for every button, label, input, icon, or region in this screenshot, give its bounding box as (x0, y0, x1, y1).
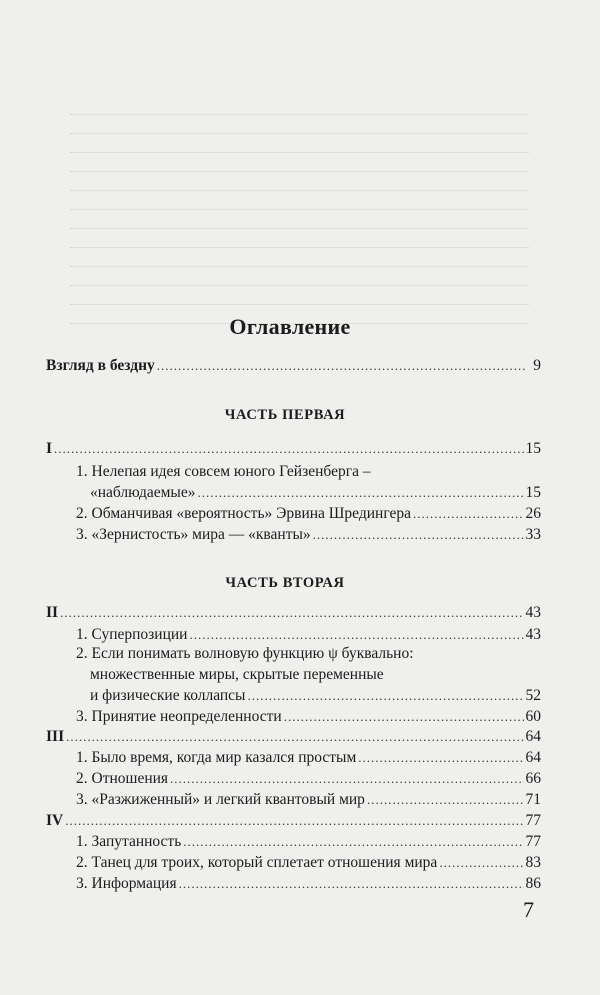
bleed-through-text (70, 60, 530, 326)
toc-chapter-label: I (46, 440, 53, 457)
leader-dots (157, 355, 527, 377)
toc-section-entry (76, 852, 541, 874)
toc-entry-page: 9 (533, 357, 541, 374)
leader-dots (60, 602, 523, 624)
leader-dots (65, 810, 523, 832)
toc-section-label: 1. Было время, когда мир казался простым (76, 749, 357, 766)
toc-chapter-label: III (46, 728, 65, 745)
toc-section-label: и физические коллапсы (90, 687, 246, 704)
page-number: 7 (523, 897, 534, 922)
part-heading: ЧАСТЬ ПЕРВАЯ (224, 407, 346, 423)
leader-dots (179, 873, 524, 895)
toc-entry-page: 15 (525, 484, 541, 501)
leader-dots (367, 789, 524, 811)
toc-entry-page: 77 (525, 812, 541, 829)
toc-section-entry (76, 706, 541, 728)
toc-section-label: 2. Танец для троих, который сплетает отношения мира (76, 854, 438, 871)
toc-section-entry (76, 747, 541, 769)
toc-entry-page: 83 (525, 854, 541, 871)
toc-section-entry (76, 524, 541, 546)
toc-entry-page: 66 (525, 770, 541, 787)
toc-entry-label: Взгляд в бездну (46, 357, 155, 374)
toc-section-entry (76, 873, 541, 895)
page-title: Оглавление (229, 314, 351, 339)
leader-dots (439, 852, 523, 874)
toc-section-entry (90, 482, 541, 504)
leader-dots (66, 726, 523, 748)
toc-entry-intro (46, 355, 541, 377)
toc-chapter-label: IV (46, 812, 64, 829)
toc-section-label: 1. Запутанность (76, 833, 182, 850)
toc-section-line: 1. Нелепая идея совсем юного Гейзенберга – (76, 463, 371, 480)
leader-dots (247, 685, 523, 707)
toc-chapter-entry (46, 602, 541, 624)
toc-chapter-entry (46, 726, 541, 748)
leader-dots (170, 768, 523, 790)
toc-entry-page: 15 (525, 440, 541, 457)
toc-entry-page: 71 (525, 791, 541, 808)
part-heading: ЧАСТЬ ВТОРАЯ (225, 575, 345, 591)
toc-chapter-entry (46, 810, 541, 832)
toc-section-label: «наблюдаемые» (90, 484, 196, 501)
toc-chapter-label: II (46, 604, 59, 621)
toc-entry-page: 26 (525, 505, 541, 522)
toc-section-entry (76, 768, 541, 790)
toc-entry-page: 86 (525, 875, 541, 892)
toc-entry-page: 33 (525, 526, 541, 543)
toc-section-label: 3. «Зернистость» мира — «кванты» (76, 526, 311, 543)
toc-entry-page: 52 (525, 687, 541, 704)
toc-section-label: 3. Принятие неопределенности (76, 708, 282, 725)
toc-entry-page: 60 (525, 708, 541, 725)
leader-dots (313, 524, 524, 546)
toc-entry-page: 77 (525, 833, 541, 850)
leader-dots (284, 706, 524, 728)
toc-section-entry (90, 685, 541, 707)
toc-section-line: множественные миры, скрытые переменные (90, 666, 384, 683)
leader-dots (183, 831, 523, 853)
toc-section-label: 2. Обманчивая «вероятность» Эрвина Шредингера (76, 505, 411, 522)
leader-dots (54, 438, 523, 460)
toc-entry-page: 43 (525, 626, 541, 643)
toc-entry-page: 64 (525, 749, 541, 766)
toc-section-label: 2. Отношения (76, 770, 169, 787)
toc-section-entry (76, 789, 541, 811)
leader-dots (413, 503, 524, 525)
leader-dots (358, 747, 523, 769)
toc-entry-page: 43 (525, 604, 541, 621)
toc-section-label: 3. Информация (76, 875, 177, 892)
toc-section-label: 3. «Разжиженный» и легкий квантовый мир (76, 791, 365, 808)
toc-section-line: 2. Если понимать волновую функцию ψ буквально: (76, 645, 414, 662)
toc-section-entry (76, 831, 541, 853)
toc-section-entry (76, 503, 541, 525)
toc-section-label: 1. Суперпозиции (76, 626, 188, 643)
toc-entry-page: 64 (525, 728, 541, 745)
leader-dots (197, 482, 523, 504)
toc-chapter-entry (46, 438, 541, 460)
